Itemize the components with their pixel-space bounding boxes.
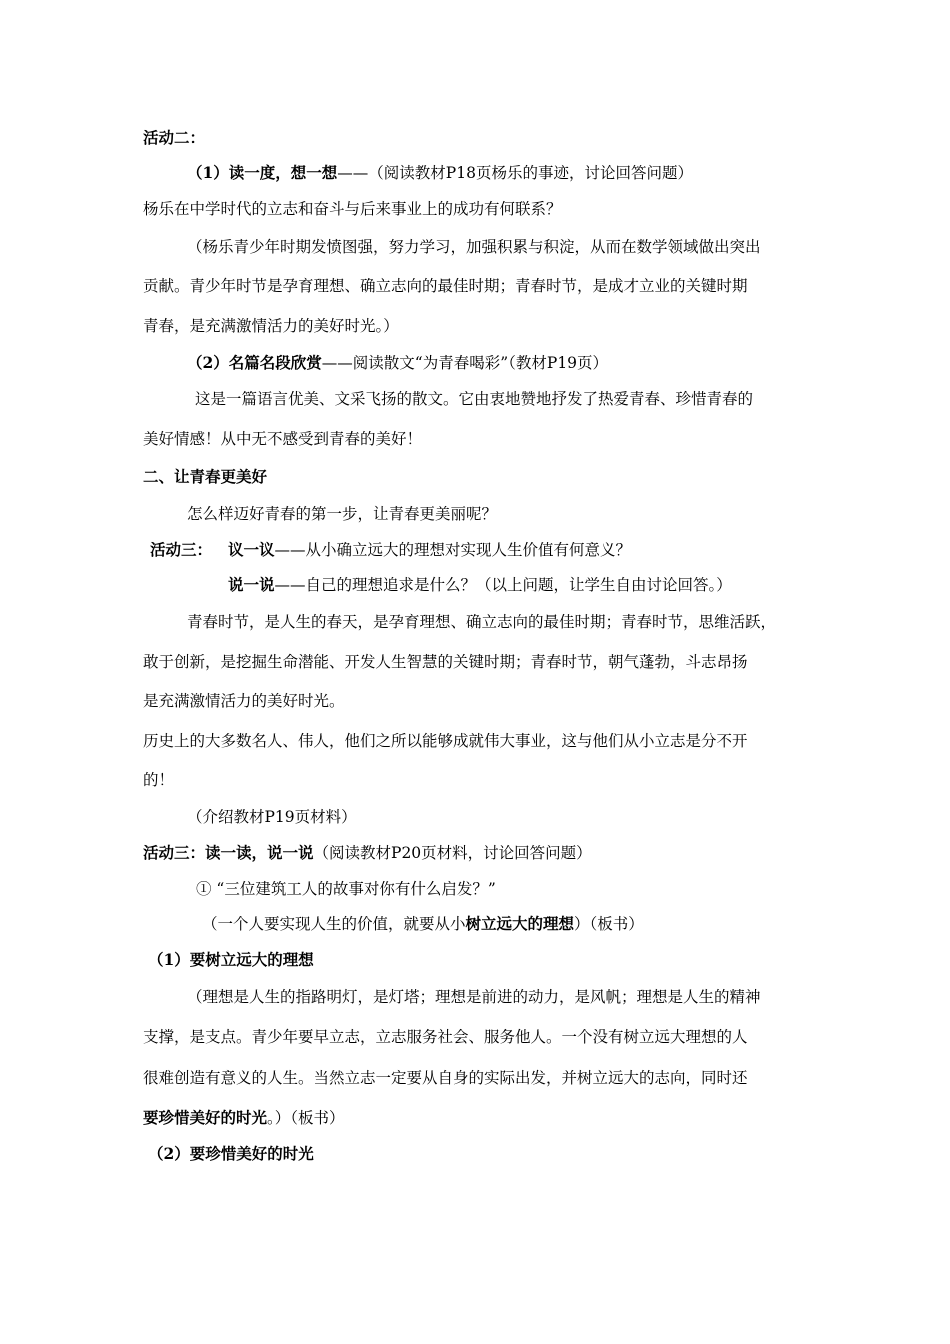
- essay-paragraph-line: 美好情感！从中无不感受到青春的美好！: [143, 430, 423, 448]
- activity-three-discuss: 活动三： 议一议——从小确立远大的理想对实现人生价值有何意义？: [150, 540, 632, 559]
- history-paragraph-line: 历史上的大多数名人、伟人，他们之所以能够成就伟大事业，这与他们从小立志是分不开: [143, 732, 748, 750]
- ideal-paragraph-line: 很难创造有意义的人生。当然立志一定要从自身的实际出发，并树立远大的志向，同时还: [143, 1069, 748, 1087]
- section-question: 怎么样迈好青春的第一步，让青春更美丽呢？: [187, 505, 498, 523]
- ideal-paragraph-line: 要珍惜美好的时光。）（板书）: [143, 1108, 345, 1127]
- section-heading-2: 二、让青春更美好: [143, 467, 268, 486]
- story-answer: （一个人要实现人生的价值，就要从小树立远大的理想）（板书）: [202, 914, 644, 933]
- point-1-heading: （1）要树立远大的理想: [148, 950, 314, 969]
- activity-two-part-2: （2）名篇名段欣赏——阅读散文“为青春喝彩”（教材P19页）: [187, 353, 609, 372]
- heading-activity-two: 活动二：: [143, 128, 206, 147]
- essay-paragraph-line: 这是一篇语言优美、文采飞扬的散文。它由衷地赞地抒发了热爱青春、珍惜青春的: [195, 390, 754, 408]
- story-question: ① “三位建筑工人的故事对你有什么启发？”: [196, 880, 496, 898]
- activity-two-part-1: （1）读一度，想一想——（阅读教材P18页杨乐的事迹，讨论回答问题）: [187, 163, 693, 182]
- answer-paragraph-line: （杨乐青少年时期发愤图强，努力学习，加强积累与积淀，从而在数学领域做出突出: [187, 238, 761, 256]
- answer-paragraph-line: 贡献。青少年时节是孕育理想、确立志向的最佳时期；青春时节，是成才立业的关键时期: [143, 277, 748, 295]
- youth-paragraph-line: 敢于创新，是挖掘生命潜能、开发人生智慧的关键时期；青春时节，朝气蓬勃，斗志昂扬: [143, 653, 748, 671]
- ideal-paragraph-line: 支撑，是支点。青少年要早立志，立志服务社会、服务他人。一个没有树立远大理想的人: [143, 1028, 748, 1046]
- history-paragraph-line: 的！: [143, 771, 175, 789]
- point-2-heading: （2）要珍惜美好的时光: [148, 1144, 314, 1163]
- youth-paragraph-line: 是充满激情活力的美好时光。: [143, 692, 345, 710]
- activity-three-read: 活动三：读一读，说一说（阅读教材P20页材料，讨论回答问题）: [143, 843, 592, 862]
- question-yang-le: 杨乐在中学时代的立志和奋斗与后来事业上的成功有何联系？: [143, 200, 562, 218]
- ideal-paragraph-line: （理想是人生的指路明灯，是灯塔；理想是前进的动力，是风帆；理想是人生的精神: [187, 988, 761, 1006]
- textbook-note: （介绍教材P19页材料）: [187, 808, 357, 826]
- youth-paragraph-line: 青春时节，是人生的春天，是孕育理想、确立志向的最佳时期；青春时节，思维活跃，: [187, 613, 777, 631]
- activity-three-say: 说一说——自己的理想追求是什么？（以上问题，让学生自由讨论回答。）: [228, 575, 732, 594]
- answer-paragraph-line: 青春，是充满激情活力的美好时光。）: [143, 317, 399, 335]
